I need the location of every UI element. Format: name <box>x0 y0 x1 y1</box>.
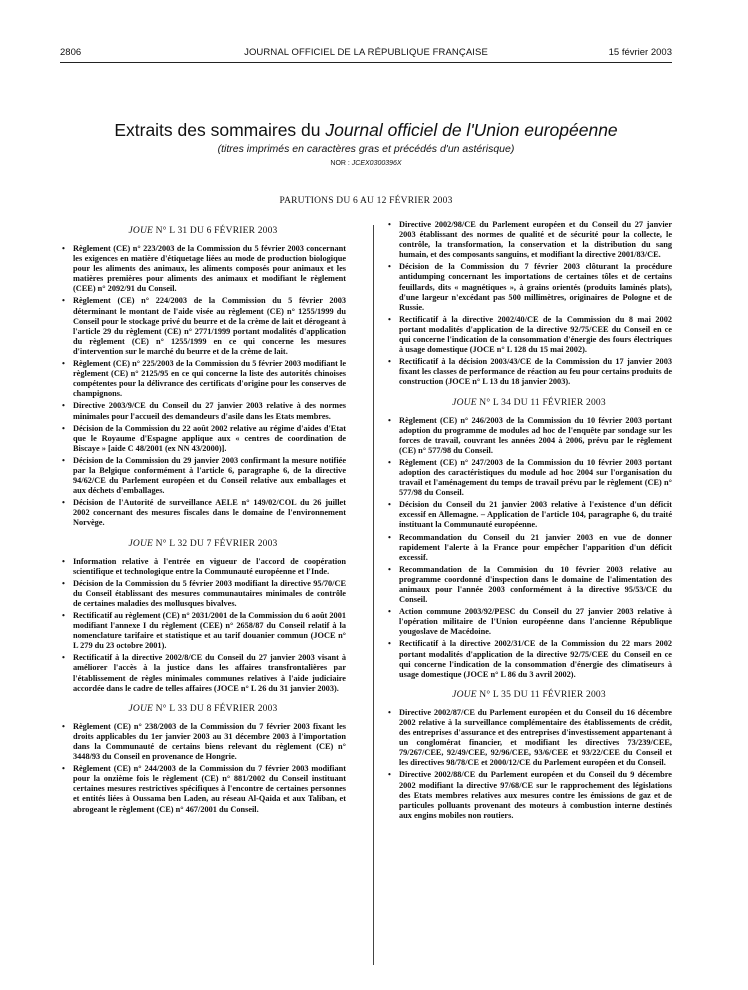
section-journal: JOUE <box>452 689 477 700</box>
title-prefix: Extraits des sommaires du <box>114 120 326 140</box>
list-item: • Directive 2002/88/CE du Parlement européen et du Conseil du 9 décembre 2002 modifiant la directive 97/68/CE sur le rapprochement des législations des Etats membres relatives aux mesures contre les émissions de gaz et de particules polluants provenant des moteurs à combustion interne destinés aux engins mobiles non routiers. <box>386 770 672 820</box>
list-item: • Décision de la Commission du 5 février 2003 modifiant la directive 95/70/CE du Conseil établissant des mesures communautaires minimales de contrôle de certaines maladies des mollusques bivalves. <box>60 579 346 609</box>
list-item: • Recommandation du Conseil du 21 janvier 2003 en vue de donner rapidement l'alerte à la France pour empêcher l'apparition d'un déficit excessif. <box>386 533 672 563</box>
journal-name: JOURNAL OFFICIEL DE LA RÉPUBLIQUE FRANÇAISE <box>244 47 488 58</box>
list-item: • Règlement (CE) n° 247/2003 de la Commission du 10 février 2003 portant adoption des caractéristiques du module ad hoc 2004 sur l'organisation du travail et l'aménagement du temps de travail prévu par le règlement (CE) n° 577/98 du Conseil. <box>386 458 672 498</box>
section-number: N° L 31 DU 6 FÉVRIER 2003 <box>153 226 278 236</box>
section-heading <box>60 539 346 549</box>
section-number: N° L 32 DU 7 FÉVRIER 2003 <box>153 538 278 549</box>
list-item: • Action commune 2003/92/PESC du Conseil du 27 janvier 2003 relative à l'opération militaire de l'Union européenne dans l'ancienne République yougoslave de Macédoine. <box>386 607 672 637</box>
list-item: • Décision de la Commission du 29 janvier 2003 confirmant la mesure notifiée par la Belgique conformément à l'article 6, paragraphe 6, de la directive 94/62/CE du Parlement européen et du Conseil relative aux emballages et aux déchets d'emballages. <box>60 456 346 496</box>
right-column <box>386 220 672 823</box>
list-item: • Décision du Conseil du 21 janvier 2003 relative à l'existence d'un déficit excessif en Allemagne. – Application de l'article 104, paragraphe 6, du traité instituant la Communauté européenne. <box>386 500 672 530</box>
list-item: • Règlement (CE) n° 246/2003 de la Commission du 10 février 2003 portant adoption du programme de modules ad hoc de l'enquête par sondage sur les forces de travail, couvrant les années 2004 à 2006, prévu par le règlement (CE) n° 577/98 du Conseil. <box>386 416 672 456</box>
list-item: • Règlement (CE) n° 224/2003 de la Commission du 5 février 2003 déterminant le montant de l'aide visée au règlement (CE) n° 1255/1999 du Conseil pour le stockage privé du beurre et de la crème de lait et dérogeant à l'article 29 du règlement (CE) n° 2771/1999 portant modalités d'application du règlement (CE) n° 1255/1999 en ce qui concerne les mesures d'intervention sur le marché du beurre et de la crème de lait. <box>60 296 346 357</box>
nor-reference <box>60 160 672 167</box>
section-number: N° L 33 DU 8 FÉVRIER 2003 <box>153 703 278 714</box>
list-item: • Recommandation de la Commision du 10 février 2003 relative au programme coordonné d'inspection dans le domaine de l'alimentation des animaux pour l'année 2003 conformément à la directive 95/53/CE du Conseil. <box>386 565 672 605</box>
list-item: • Rectificatif à la directive 2002/31/CE de la Commission du 22 mars 2002 portant modalités d'application de la directive 92/75/CEE du Conseil en ce qui concerne l'indication de la consommation d'énergie des climatiseurs à usage domestique (JOCE n° L 86 du 3 avril 2002). <box>386 639 672 679</box>
section-heading <box>386 690 672 700</box>
list-item: • Règlement (CE) n° 244/2003 de la Commission du 7 février 2003 modifiant pour la onzième fois le règlement (CE) n° 881/2002 du Conseil instituant certaines mesures restrictives spécifiques à l'encontre de certaines personnes et entités liées à Oussama ben Laden, au réseau Al-Qaida et aux Taliban, et abrogeant le règlement (CE) n° 467/2001 du Conseil. <box>60 764 346 814</box>
page-subtitle: (titres imprimés en caractères gras et précédés d'un astérisque) <box>217 143 515 155</box>
page-title <box>60 120 672 141</box>
list-item: • Directive 2002/87/CE du Parlement européen et du Conseil du 16 décembre 2002 relative à la surveillance complémentaire des établissements de crédit, des entreprises d'assurance et des entreprises d'investissement appartenant à un conglomérat financier, et modifiant les directives 73/239/CEE, 79/267/CEE, 92/49/CEE, 92/96/CEE, 93/6/CEE et 93/22/CEE du Conseil et les directives 98/78/CE et 2000/12/CE du Parlement européen et du Conseil. <box>386 708 672 769</box>
entry-list <box>60 244 346 529</box>
nor-value: JCEX0300396X <box>351 160 402 167</box>
header-rule <box>60 62 672 63</box>
section-journal: JOUE <box>128 226 154 236</box>
entry-list <box>386 416 672 680</box>
list-item: • Information relative à l'entrée en vigueur de l'accord de coopération scientifique et technologique entre la Communauté européenne et l'Inde. <box>60 557 346 577</box>
page-number: 2806 <box>60 47 82 58</box>
list-item: • Rectificatif à la directive 2002/8/CE du Conseil du 27 janvier 2003 visant à améliorer l'accès à la justice dans les affaires transfrontalières par l'établissement de règles minimales communes relatives à l'aide judiciaire accordée dans le cadre de telles affaires (JOCE n° L 26 du 31 janvier 2003). <box>60 653 346 693</box>
list-item: • Décision de la Commission du 7 février 2003 clôturant la procédure antidumping concernant les importations de certaines tôles et de certains feuillards, dits « magnétiques », à grains orientés (produits laminés plats), d'une largeur n'excédant pas 500 millimètres, originaires de Pologne et de Russie. <box>386 262 672 312</box>
running-header <box>60 47 672 61</box>
list-item: • Décision de la Commission du 22 août 2002 relative au régime d'aides d'Etat que le Royaume d'Espagne applique aux « centres de coordination de Biscaye » [aide C 48/2001 (ex NN 43/2000)]. <box>60 424 346 454</box>
section-journal: JOUE <box>128 538 154 549</box>
list-item: • Règlement (CE) n° 225/2003 de la Commission du 5 février 2003 modifiant le règlement (CE) n° 2125/95 en ce qui concerne la liste des autorités chinoises compétentes pour la délivrance des certificats d'origine pour les conserves de champignons. <box>60 359 346 399</box>
section-heading <box>386 398 672 408</box>
list-item: • Rectificatif à la décision 2003/43/CE de la Commission du 17 janvier 2003 fixant les classes de performance de réaction au feu pour certains produits de construction (JOCE n° L 13 du 18 janvier 2003). <box>386 357 672 387</box>
entry-list <box>386 220 672 388</box>
list-item: • Directive 2003/9/CE du Conseil du 27 janvier 2003 relative à des normes minimales pour l'accueil des demandeurs d'asile dans les Etats membres. <box>60 401 346 421</box>
list-item: • Règlement (CE) n° 223/2003 de la Commission du 5 février 2003 concernant les exigences en matière d'étiquetage liées au mode de production biologique pour les aliments des animaux, les aliments composés pour animaux et les matières premières pour aliments des animaux et modifiant le règlement (CEE) n° 2092/91 du Conseil. <box>60 244 346 294</box>
list-item: • Rectificatif à la directive 2002/40/CE de la Commission du 8 mai 2002 portant modalités d'application de la directive 92/75/CEE du Conseil en ce qui concerne l'indication de la consommation d'énergie des fours électriques à usage domestique (JOCE n° L 128 du 15 mai 2002). <box>386 315 672 355</box>
list-item: • Directive 2002/98/CE du Parlement européen et du Conseil du 27 janvier 2003 établissant des normes de qualité et de sécurité pour la collecte, le contrôle, la transformation, la conservation et la distribution du sang humain, et des composants sanguins, et modifiant la directive 2001/83/CE. <box>386 220 672 260</box>
issue-date: 15 février 2003 <box>608 47 672 58</box>
title-italic: Journal officiel de l'Union européenne <box>325 120 618 140</box>
entry-list <box>386 708 672 821</box>
section-journal: JOUE <box>128 703 154 714</box>
list-item: • Rectificatif au règlement (CE) n° 2031/2001 de la Commission du 6 août 2001 modifiant l'annexe I du règlement (CEE) n° 2658/87 du Conseil relatif à la nomenclature tarifaire et statistique et au tarif douanier commun (JOCE n° L 279 du 23 octobre 2001). <box>60 611 346 651</box>
section-journal: JOUE <box>452 397 477 408</box>
section-number: N° L 34 DU 11 FÉVRIER 2003 <box>476 397 606 408</box>
entry-list <box>60 557 346 694</box>
section-heading <box>60 226 346 236</box>
entry-list <box>60 722 346 815</box>
list-item: • Règlement (CE) n° 238/2003 de la Commission du 7 février 2003 fixant les droits applicables du 1er janvier 2003 au 31 décembre 2003 à l'importation dans la Communauté de certains biens relevant du règlement (CE) n° 3448/93 du Conseil en provenance de Hongrie. <box>60 722 346 762</box>
nor-label: NOR : <box>330 160 352 167</box>
column-divider <box>373 225 374 965</box>
section-heading <box>60 704 346 714</box>
parutions-heading: PARUTIONS DU 6 AU 12 FÉVRIER 2003 <box>279 196 453 206</box>
section-number: N° L 35 DU 11 FÉVRIER 2003 <box>476 689 606 700</box>
list-item: • Décision de l'Autorité de surveillance AELE n° 149/02/COL du 26 juillet 2002 concernant des mesures fiscales dans le domaine de l'environnement Norvège. <box>60 498 346 528</box>
left-column <box>60 220 346 817</box>
